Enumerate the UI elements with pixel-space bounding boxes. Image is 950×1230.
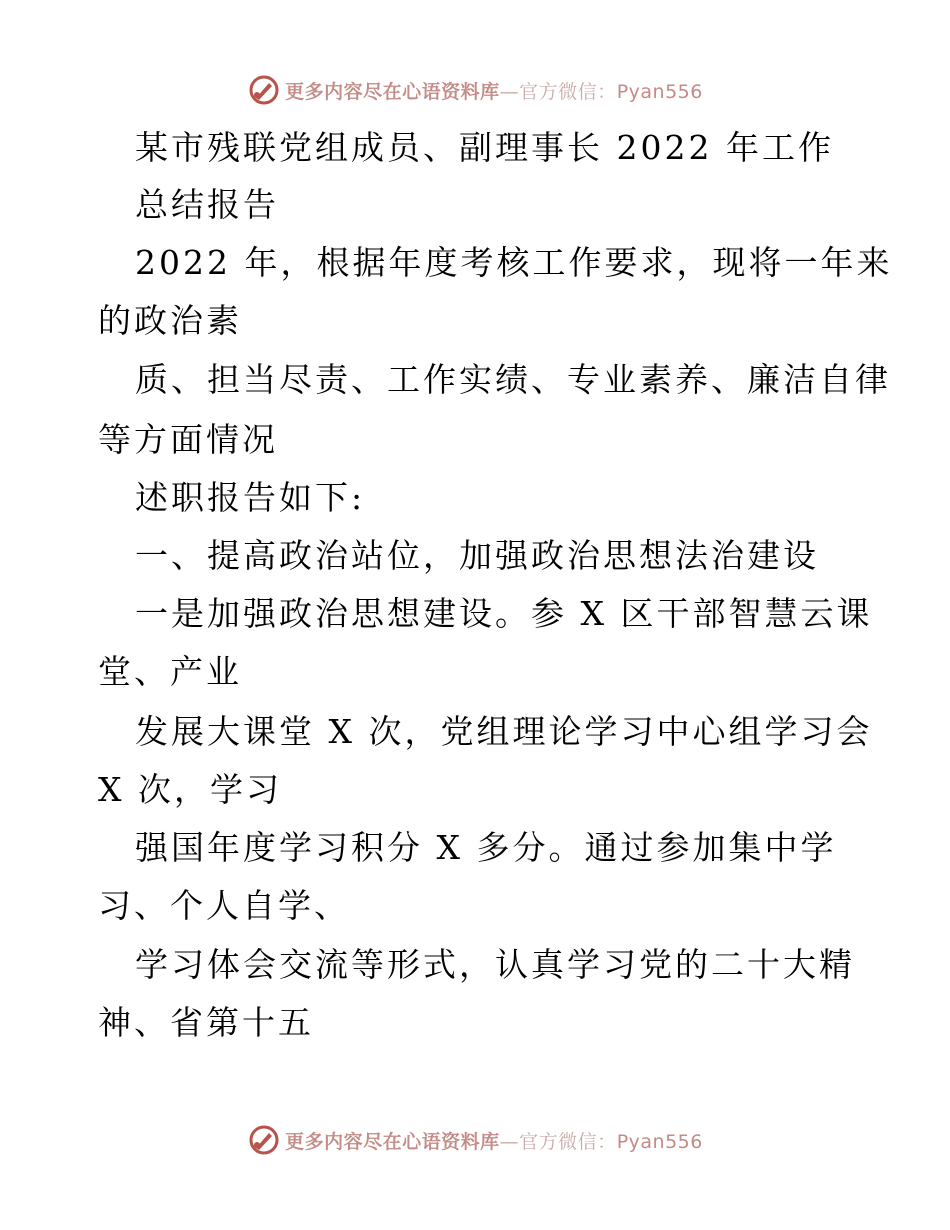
ink-pen-seal-icon bbox=[247, 73, 281, 107]
header-watermark bbox=[0, 70, 950, 110]
ink-pen-seal-icon bbox=[247, 1123, 281, 1157]
paragraph-line: 的政治素 bbox=[98, 301, 242, 340]
paragraph-line: 述职报告如下: bbox=[135, 478, 366, 517]
paragraph-line: 发展大课堂 X 次，党组理论学习中心组学习会 bbox=[135, 712, 873, 751]
watermark-text bbox=[285, 77, 703, 104]
watermark-contact-id: Pyan556 bbox=[616, 80, 703, 103]
paragraph-line: 一是加强政治思想建设。参 X 区干部智慧云课 bbox=[135, 594, 873, 633]
watermark-text bbox=[285, 1127, 703, 1154]
paragraph-line: 质、担当尽责、工作实绩、专业素养、廉洁自律 bbox=[135, 360, 891, 399]
watermark-contact-label: 官方微信： bbox=[519, 1130, 617, 1153]
watermark-brand: 更多内容尽在心语资料库 bbox=[285, 1130, 500, 1153]
paragraph-line: X 次，学习 bbox=[98, 770, 282, 809]
watermark-separator: — bbox=[499, 80, 520, 103]
watermark-contact-label: 官方微信： bbox=[519, 80, 617, 103]
document-title-line-2: 总结报告 bbox=[135, 185, 279, 224]
paragraph-line: 神、省第十五 bbox=[98, 1003, 314, 1042]
paragraph-line: 堂、产业 bbox=[98, 652, 242, 691]
section-heading: 一、提高政治站位，加强政治思想法治建设 bbox=[135, 536, 819, 575]
footer-watermark bbox=[0, 1120, 950, 1160]
watermark-separator: — bbox=[499, 1130, 520, 1153]
paragraph-line: 等方面情况 bbox=[98, 420, 278, 459]
paragraph-line: 2022 年，根据年度考核工作要求，现将一年来 bbox=[135, 243, 893, 282]
document-title-line-1: 某市残联党组成员、副理事长 2022 年工作 bbox=[135, 128, 834, 167]
watermark-contact-id: Pyan556 bbox=[616, 1130, 703, 1153]
paragraph-line: 强国年度学习积分 X 多分。通过参加集中学 bbox=[135, 828, 837, 867]
paragraph-line: 习、个人自学、 bbox=[98, 886, 350, 925]
paragraph-line: 学习体会交流等形式，认真学习党的二十大精 bbox=[135, 945, 855, 984]
watermark-brand: 更多内容尽在心语资料库 bbox=[285, 80, 500, 103]
